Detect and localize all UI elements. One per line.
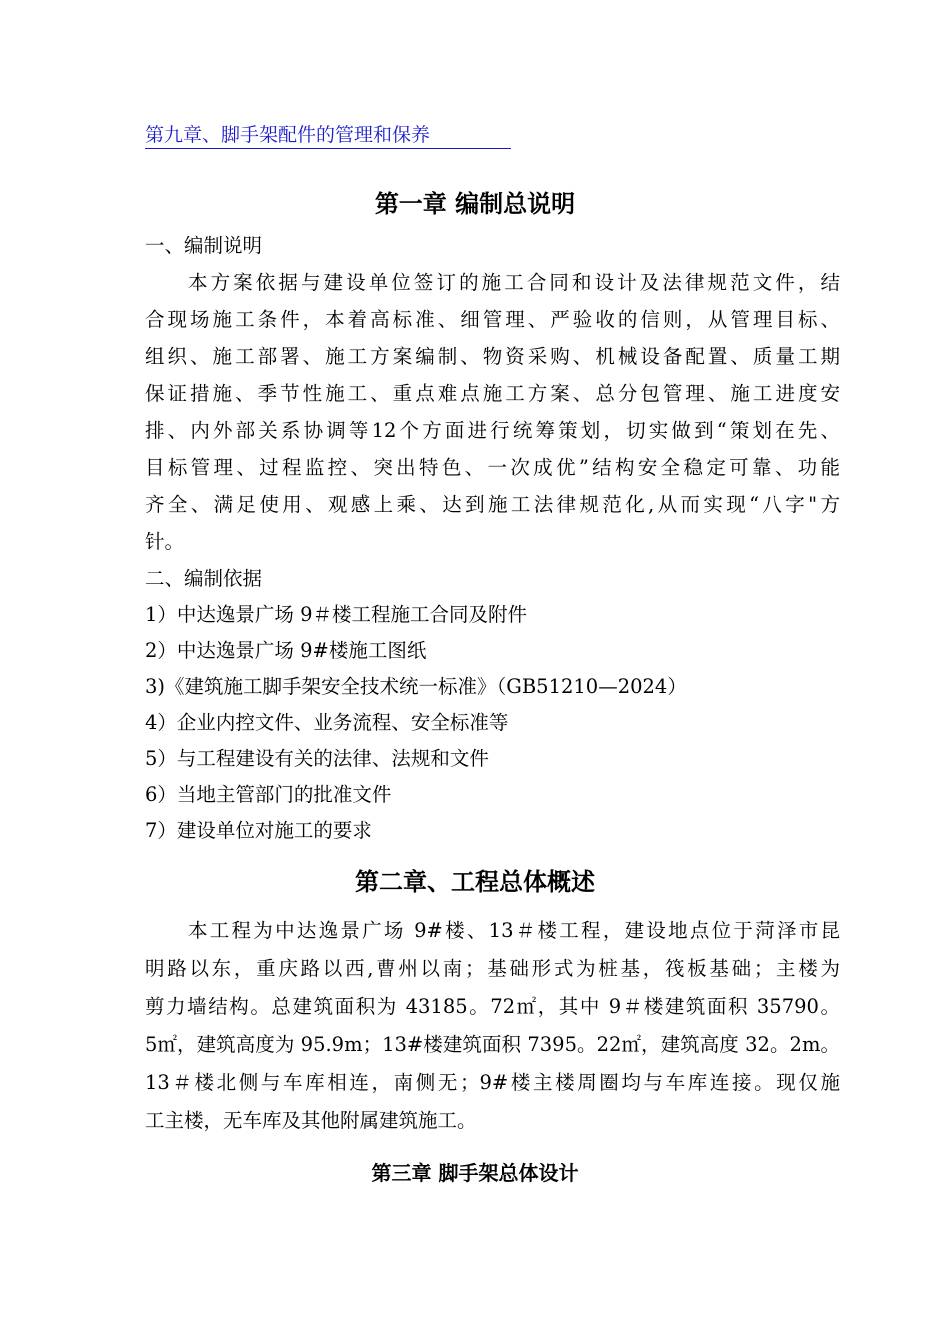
- list-item: 2）中达逸景广场 9#楼施工图纸: [145, 639, 427, 662]
- paragraph-line: 排、内外部关系协调等12个方面进行统筹策划，切实做到“策划在先、: [145, 419, 840, 442]
- paragraph-line: 针。: [145, 530, 185, 553]
- list-item: 5）与工程建设有关的法律、法规和文件: [145, 747, 489, 770]
- paragraph-line: 剪力墙结构。总建筑面积为 43185。72㎡，其中 9＃楼建筑面积 35790。: [145, 995, 840, 1018]
- list-item: 1）中达逸景广场 9＃楼工程施工合同及附件: [145, 603, 528, 626]
- paragraph-line: 齐全、满足使用、观感上乘、达到施工法律规范化,从而实现“八字"方: [145, 493, 840, 516]
- paragraph-line: 明路以东，重庆路以西,曹州以南；基础形式为桩基，筏板基础；主楼为: [145, 957, 840, 980]
- paragraph-line: 组织、施工部署、施工方案编制、物资采购、机械设备配置、质量工期: [145, 345, 840, 368]
- toc-link-chapter-9[interactable]: 第九章、脚手架配件的管理和保养: [145, 122, 511, 149]
- paragraph-line: 本方案依据与建设单位签订的施工合同和设计及法律规范文件，结: [188, 271, 840, 294]
- chapter-2-title: 第二章、工程总体概述: [355, 867, 595, 896]
- list-item: 7）建设单位对施工的要求: [145, 819, 372, 842]
- paragraph-line: 5㎡，建筑高度为 95.9m；13#楼建筑面积 7395。22㎡，建筑高度 32。2m。: [145, 1033, 840, 1056]
- paragraph-line: 本工程为中达逸景广场 9#楼、13＃楼工程，建设地点位于菏泽市昆: [188, 919, 840, 942]
- paragraph-line: 保证措施、季节性施工、重点难点施工方案、总分包管理、施工进度安: [145, 382, 840, 405]
- list-item: 4）企业内控文件、业务流程、安全标准等: [145, 711, 509, 734]
- chapter-3-title: 第三章 脚手架总体设计: [371, 1161, 579, 1185]
- list-item: 6）当地主管部门的批准文件: [145, 783, 392, 806]
- chapter-1-title: 第一章 编制总说明: [374, 189, 576, 218]
- section-heading-compilation-basis: 二、编制依据: [145, 567, 263, 590]
- paragraph-line: 工主楼，无车库及其他附属建筑施工。: [145, 1109, 477, 1132]
- paragraph-line: 合现场施工条件，本着高标准、细管理、严验收的信则，从管理目标、: [145, 308, 840, 331]
- paragraph-line: 目标管理、过程监控、突出特色、一次成优”结构安全稳定可靠、功能: [145, 456, 840, 479]
- paragraph-line: 13＃楼北侧与车库相连，南侧无；9#楼主楼周圈均与车库连接。现仅施: [145, 1071, 840, 1094]
- section-heading-compilation-notes: 一、编制说明: [145, 234, 263, 257]
- list-item: 3)《建筑施工脚手架安全技术统一标准》（GB51210—2024）: [145, 675, 687, 698]
